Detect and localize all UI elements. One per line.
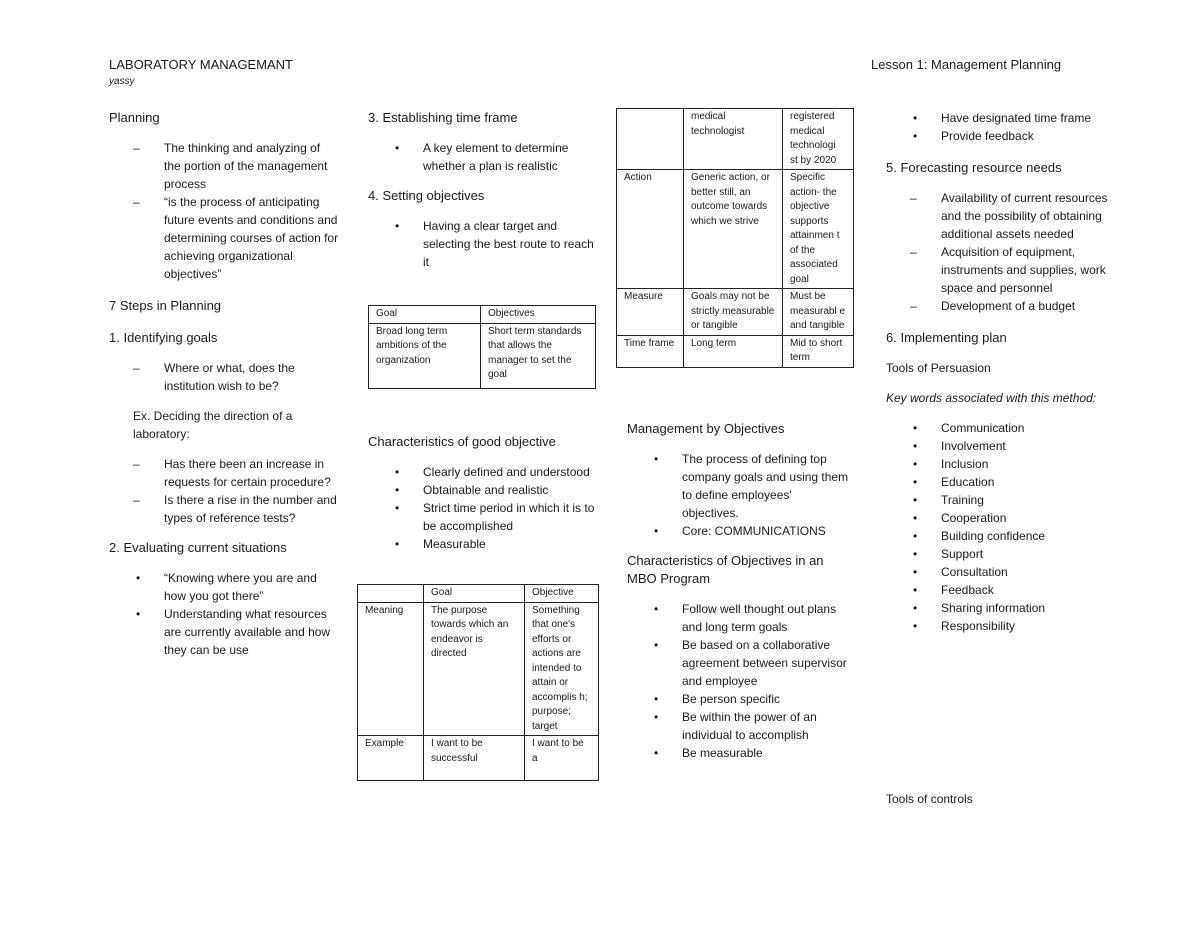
document-title: LABORATORY MANAGEMANT bbox=[109, 57, 293, 72]
list-item: • Be measurable bbox=[627, 744, 849, 762]
list-item: • Communication bbox=[886, 419, 1116, 437]
list-item: • A key element to determine whether a plan is realistic bbox=[368, 139, 598, 175]
goal-objective-comparison-table bbox=[357, 584, 599, 781]
table-cell: Must be measurabl e and tangible bbox=[783, 289, 854, 336]
keywords-list bbox=[886, 419, 1116, 635]
column-2-lower bbox=[368, 433, 600, 553]
list-item: – Where or what, does the institution wish to be? bbox=[109, 359, 339, 395]
characteristics-heading: Characteristics of good objective bbox=[368, 434, 556, 449]
table-cell: Short term standards that allows the manager to set the goal bbox=[481, 323, 596, 388]
list-item: • Building confidence bbox=[886, 527, 1116, 545]
step4-heading: 4. Setting objectives bbox=[368, 188, 485, 203]
list-item: • Be based on a collaborative agreement between supervisor and employee bbox=[627, 636, 849, 690]
table-cell: The purpose towards which an endeavor is directed bbox=[424, 602, 525, 736]
persuasion-heading: Tools of Persuasion bbox=[886, 361, 991, 375]
goal-objective-detail-table bbox=[616, 108, 854, 368]
table-cell: Example bbox=[358, 736, 424, 781]
table-row bbox=[358, 602, 599, 736]
list-item: – Is there a rise in the number and types of reference tests? bbox=[109, 491, 339, 527]
list-item: • Feedback bbox=[886, 581, 1116, 599]
list-item: • Strict time period in which it is to be accomplished bbox=[368, 499, 600, 535]
table-row bbox=[369, 323, 596, 388]
column-2 bbox=[368, 109, 598, 271]
list-item: – Development of a budget bbox=[886, 297, 1116, 315]
column-4 bbox=[886, 109, 1116, 635]
list-item: • Education bbox=[886, 473, 1116, 491]
characteristics-list bbox=[368, 463, 600, 553]
table-header-cell bbox=[358, 585, 424, 603]
column-3-lower bbox=[627, 420, 849, 762]
list-item: • Inclusion bbox=[886, 455, 1116, 473]
list-item: • Involvement bbox=[886, 437, 1116, 455]
table-header-cell: Objective bbox=[525, 585, 599, 603]
step1-list bbox=[109, 359, 339, 395]
table-cell: Specific action- the objective supports attainmen t of the associated goal bbox=[783, 170, 854, 289]
table-header-cell: Goal bbox=[369, 306, 481, 324]
list-item: • Having a clear target and selecting the best route to reach it bbox=[368, 217, 598, 271]
steps-heading: 7 Steps in Planning bbox=[109, 298, 222, 313]
top-list bbox=[886, 109, 1116, 145]
table-cell: medical technologist bbox=[684, 109, 783, 170]
table-cell: Long term bbox=[684, 335, 783, 367]
table-cell: Goals may not be strictly measurable or tangible bbox=[684, 289, 783, 336]
table-row bbox=[617, 170, 854, 289]
planning-list bbox=[109, 139, 339, 283]
step5-list bbox=[886, 189, 1116, 315]
planning-heading: Planning bbox=[109, 110, 160, 125]
keywords-heading: Key words associated with this method: bbox=[886, 391, 1097, 405]
list-item: – Has there been an increase in requests for certain procedure? bbox=[109, 455, 339, 491]
step3-list bbox=[368, 139, 598, 175]
list-item: • “Knowing where you are and how you got there” bbox=[109, 569, 339, 605]
goal-objectives-table bbox=[368, 305, 596, 389]
example-list bbox=[109, 455, 339, 527]
example-text: Ex. Deciding the direction of a laboratory: bbox=[133, 409, 293, 441]
mbo-characteristics-heading: Characteristics of Objectives in an MBO Program bbox=[627, 553, 824, 586]
step2-heading: 2. Evaluating current situations bbox=[109, 540, 287, 555]
table-row bbox=[358, 736, 599, 781]
table-cell: Time frame bbox=[617, 335, 684, 367]
table-header-cell: Goal bbox=[424, 585, 525, 603]
list-item: • Responsibility bbox=[886, 617, 1116, 635]
table-row bbox=[617, 335, 854, 367]
list-item: – The thinking and analyzing of the portion of the management process bbox=[109, 139, 339, 193]
lesson-title: Lesson 1: Management Planning bbox=[871, 57, 1062, 72]
table-cell: Generic action, or better still, an outcome towards which we strive bbox=[684, 170, 783, 289]
list-item: • Measurable bbox=[368, 535, 600, 553]
list-item: • The process of defining top company goals and using them to define employees' objectives. bbox=[627, 450, 849, 522]
table-cell: Action bbox=[617, 170, 684, 289]
step3-heading: 3. Establishing time frame bbox=[368, 110, 518, 125]
table-cell: I want to be successful bbox=[424, 736, 525, 781]
list-item: • Training bbox=[886, 491, 1116, 509]
table-cell: Broad long term ambitions of the organization bbox=[369, 323, 481, 388]
table-cell: I want to be a bbox=[525, 736, 599, 781]
list-item: • Be person specific bbox=[627, 690, 849, 708]
table-cell bbox=[617, 109, 684, 170]
mbo-heading: Management by Objectives bbox=[627, 421, 785, 436]
list-item: • Be within the power of an individual to accomplish bbox=[627, 708, 849, 744]
list-item: – Availability of current resources and the possibility of obtaining additional assets needed bbox=[886, 189, 1116, 243]
list-item: • Understanding what resources are currently available and how they can be use bbox=[109, 605, 339, 659]
step5-heading: 5. Forecasting resource needs bbox=[886, 160, 1062, 175]
column-1 bbox=[109, 109, 339, 659]
list-item: • Follow well thought out plans and long term goals bbox=[627, 600, 849, 636]
list-item: • Cooperation bbox=[886, 509, 1116, 527]
list-item: • Sharing information bbox=[886, 599, 1116, 617]
author-name: yassy bbox=[109, 76, 135, 87]
list-item: – “is the process of anticipating future events and conditions and determining courses of action for achieving organizational objectives” bbox=[109, 193, 339, 283]
controls-heading: Tools of controls bbox=[886, 792, 973, 806]
table-row bbox=[617, 289, 854, 336]
list-item: – Acquisition of equipment, instruments and supplies, work space and personnel bbox=[886, 243, 1116, 297]
table-row bbox=[369, 306, 596, 324]
table-cell: registered medical technologi st by 2020 bbox=[783, 109, 854, 170]
list-item: • Consultation bbox=[886, 563, 1116, 581]
table-header-cell: Objectives bbox=[481, 306, 596, 324]
step6-heading: 6. Implementing plan bbox=[886, 330, 1007, 345]
list-item: • Core: COMMUNICATIONS bbox=[627, 522, 849, 540]
table-cell: Something that one's efforts or actions are intended to attain or accomplis h; purpose; target bbox=[525, 602, 599, 736]
table-cell: Mid to short term bbox=[783, 335, 854, 367]
step4-list bbox=[368, 217, 598, 271]
mbo-characteristics-list bbox=[627, 600, 849, 762]
list-item: • Support bbox=[886, 545, 1116, 563]
list-item: • Clearly defined and understood bbox=[368, 463, 600, 481]
table-row bbox=[358, 585, 599, 603]
step2-list bbox=[109, 569, 339, 659]
table-cell: Meaning bbox=[358, 602, 424, 736]
mbo-list bbox=[627, 450, 849, 540]
list-item: • Obtainable and realistic bbox=[368, 481, 600, 499]
table-cell: Measure bbox=[617, 289, 684, 336]
list-item: • Have designated time frame bbox=[886, 109, 1116, 127]
step1-heading: 1. Identifying goals bbox=[109, 330, 218, 345]
list-item: • Provide feedback bbox=[886, 127, 1116, 145]
table-row bbox=[617, 109, 854, 170]
